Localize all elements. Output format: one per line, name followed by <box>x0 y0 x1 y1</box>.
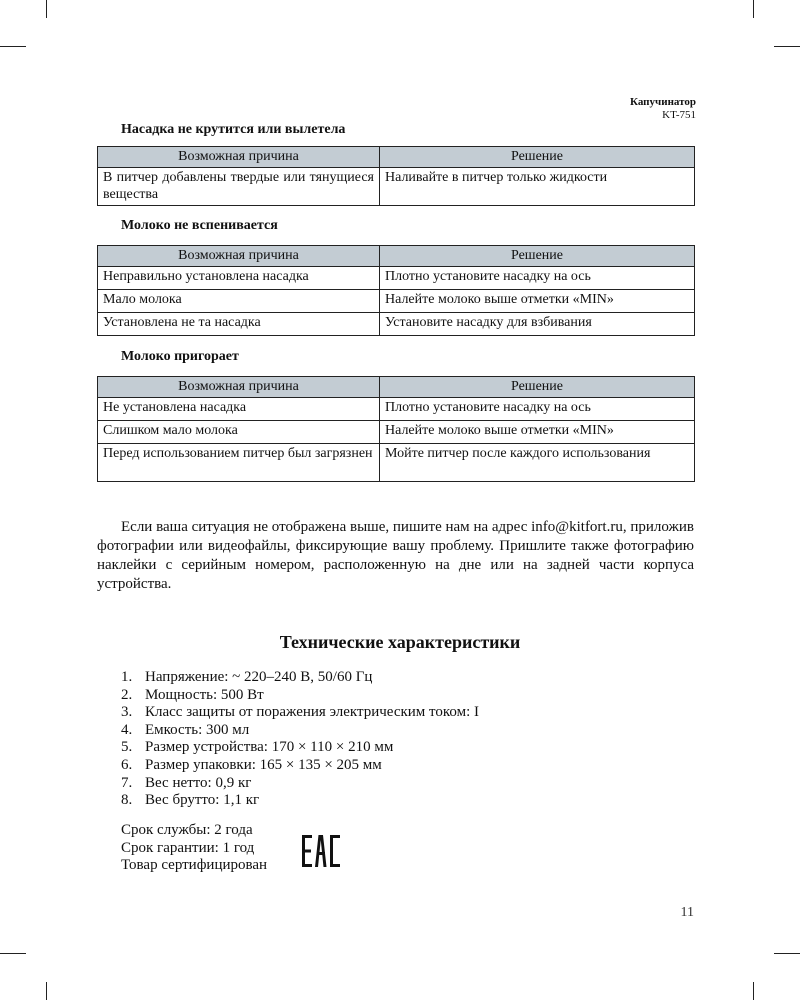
list-item-number: 1. <box>121 669 133 685</box>
list-item-text: Класс защиты от поражения электрическим током: I <box>145 704 480 721</box>
cause-cell: Неправильно установлена насадка <box>98 267 380 290</box>
crop-mark <box>0 46 26 47</box>
cause-cell: Слишком мало молока <box>98 421 380 444</box>
column-header-cause: Возможная причина <box>98 147 380 168</box>
list-item-number: 3. <box>121 704 133 721</box>
column-header-cause: Возможная причина <box>98 246 380 267</box>
list-item <box>121 669 479 687</box>
section-title: Молоко пригорает <box>121 349 239 364</box>
list-item-number: 8. <box>121 792 133 809</box>
header-product: Капучинатор <box>630 96 696 108</box>
table-header-row <box>98 147 695 168</box>
table-row <box>98 398 695 421</box>
table-row <box>98 444 695 482</box>
cause-cell: В питчер добавлены твердые или тянущиеся вещества <box>98 168 380 206</box>
crop-mark <box>774 953 800 954</box>
solution-cell: Установите насадку для взбивания <box>380 313 695 336</box>
cause-cell: Перед использованием питчер был загрязнен <box>98 444 380 482</box>
column-header-solution: Решение <box>380 377 695 398</box>
table-header-row <box>98 377 695 398</box>
crop-mark <box>774 46 800 47</box>
page-number: 11 <box>680 905 694 920</box>
list-item-text: Вес нетто: 0,9 кг <box>145 774 252 791</box>
list-item <box>121 757 479 775</box>
cause-cell: Мало молока <box>98 290 380 313</box>
troubleshooting-table <box>97 245 695 336</box>
solution-cell: Плотно установите насадку на ось <box>380 267 695 290</box>
list-item-text: Мощность: 500 Вт <box>145 686 264 703</box>
eac-mark-icon <box>302 835 340 867</box>
list-item <box>121 704 479 722</box>
table-row <box>98 267 695 290</box>
table-row <box>98 421 695 444</box>
list-item <box>121 722 479 740</box>
solution-cell: Налейте молоко выше отметки «MIN» <box>380 421 695 444</box>
contact-paragraph: Если ваша ситуация не отображена выше, пишите нам на адрес info@kitfort.ru, приложив фотографии или видеофайлы, фиксирующие вашу проблему. Пришлите также фотографию наклейки с серийным номером, расположенную на дне или на задней части корпуса устройства. <box>97 519 694 592</box>
cause-cell: Установлена не та насадка <box>98 313 380 336</box>
crop-mark <box>46 0 47 18</box>
crop-mark <box>753 0 754 18</box>
list-item <box>121 739 479 757</box>
list-item <box>121 687 479 705</box>
table-header-row <box>98 246 695 267</box>
list-item-number: 7. <box>121 774 133 791</box>
list-item-text: Размер устройства: 170 × 110 × 210 мм <box>145 739 394 756</box>
crop-mark <box>0 953 26 954</box>
cause-cell: Не установлена насадка <box>98 398 380 421</box>
troubleshooting-table <box>97 146 695 206</box>
list-item-number: 6. <box>121 756 133 773</box>
table-row <box>98 313 695 336</box>
certified: Товар сертифицирован <box>121 857 268 874</box>
solution-cell: Налейте молоко выше отметки «MIN» <box>380 290 695 313</box>
list-item-number: 4. <box>121 721 133 738</box>
solution-cell: Наливайте в питчер только жидкости <box>380 168 695 206</box>
solution-cell: Плотно установите насадку на ось <box>380 398 695 421</box>
list-item-number: 2. <box>121 686 133 703</box>
warranty: Срок гарантии: 1 год <box>121 839 255 856</box>
section-title: Насадка не крутится или вылетела <box>121 122 346 137</box>
list-item-text: Вес брутто: 1,1 кг <box>145 792 260 809</box>
list-item <box>121 792 479 810</box>
running-header <box>630 96 696 122</box>
specs-list <box>121 669 479 810</box>
table-row <box>98 290 695 313</box>
table-row <box>98 168 695 206</box>
column-header-cause: Возможная причина <box>98 377 380 398</box>
service-life: Срок службы: 2 года <box>121 822 253 838</box>
section-title: Молоко не вспенивается <box>121 218 278 233</box>
lifetime-block <box>121 822 267 875</box>
crop-mark <box>753 982 754 1000</box>
troubleshooting-table <box>97 376 695 482</box>
crop-mark <box>46 982 47 1000</box>
column-header-solution: Решение <box>380 147 695 168</box>
list-item-number: 5. <box>121 739 133 756</box>
specs-title: Технические характеристики <box>279 632 521 652</box>
solution-cell: Мойте питчер после каждого использования <box>380 444 695 482</box>
list-item-text: Емкость: 300 мл <box>145 721 250 738</box>
header-model: KT-751 <box>662 109 696 121</box>
list-item-text: Размер упаковки: 165 × 135 × 205 мм <box>145 756 382 773</box>
list-item-text: Напряжение: ~ 220–240 В, 50/60 Гц <box>145 669 373 685</box>
column-header-solution: Решение <box>380 246 695 267</box>
list-item <box>121 775 479 793</box>
